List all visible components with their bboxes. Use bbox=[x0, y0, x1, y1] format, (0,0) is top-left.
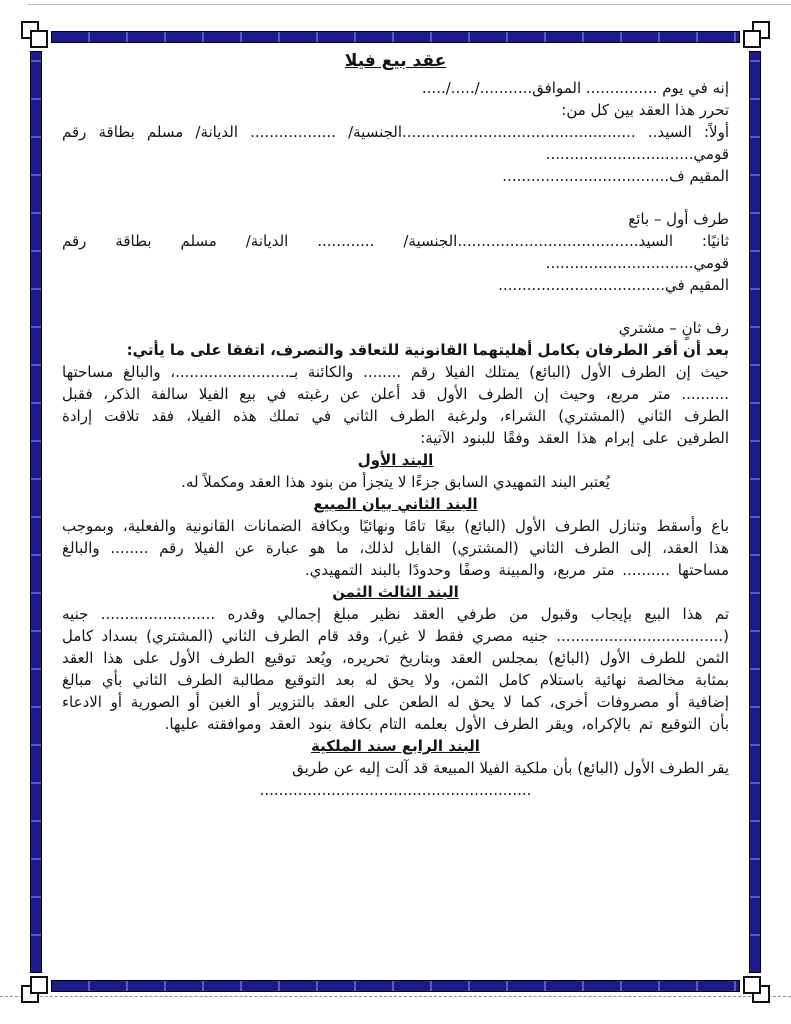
clause-4-body: يقر الطرف الأول (البائع) بأن ملكية الفيلا المبيعة قد آلت إليه عن طريق bbox=[292, 759, 729, 777]
acknowledgment-line: بعد أن أقر الطرفان بكامل أهليتهما القانونية للتعاقد والتصرف، اتفقا على ما يأتي: bbox=[126, 341, 729, 359]
corner-square-icon bbox=[30, 976, 48, 994]
page-top-edge-line bbox=[28, 4, 791, 5]
border-band-top bbox=[51, 31, 740, 43]
spacer bbox=[62, 296, 729, 317]
party2-main-line: ثانيًا: السيد......................................الجنسية/ ............ الديانة/ مسلم بطاقة رقم bbox=[62, 232, 729, 250]
clause-2-header: البند الثاني بيان المبيع bbox=[313, 495, 478, 513]
party1-role-line: طرف أول – بائع bbox=[628, 210, 729, 228]
border-corner-top-left-ornament bbox=[21, 21, 55, 55]
corner-square-icon bbox=[743, 30, 761, 48]
date-line: إنه في يوم ............... الموافق.........../...../..... bbox=[421, 79, 729, 97]
contract-body bbox=[62, 50, 729, 964]
page-bottom-edge-line bbox=[0, 996, 791, 997]
border-corner-bottom-right-ornament bbox=[736, 969, 770, 1003]
clause-3-body: تم هذا البيع بإيجاب وقبول من طرفي العقد نظير مبلغ إجمالي وقدره ........................ جنيه (................................... جنيه مصري فقط لا غير)، وقد قام الطرف الثاني (المشتري) بسداد كامل الثمن للطرف الأول (البائع) بمجلس العقد وبتاريخ تحريره، ويُعد توقيع الطرف الأول على هذا العقد بمثابة مخالصة نهائية باستلام كامل الثمن، ولا يحق له بعد التوقيع مطالبة الطرف الثاني بأي مبالغ إضافية أو مصروفات أخرى، كما لا يحق له الطعن على العقد بالتزوير أو الغبن أو الصورية أو الادعاء بأن التوقيع تم بالإكراه، ويقر الطرف الأول بعلمه التام بكافة بنود العقد وموافقته عليها. bbox=[62, 605, 729, 733]
border-band-right bbox=[749, 51, 761, 973]
party2-national-id-line: قومي............................... bbox=[545, 254, 729, 272]
border-band-bottom bbox=[51, 980, 740, 992]
border-band-left bbox=[30, 51, 42, 973]
clause-2-body: باع وأسقط وتنازل الطرف الأول (البائع) بيعًا تامًا ونهائيًا وبكافة الضمانات القانونية والفعلية، وبموجب هذا العقد، إلى الطرف الثاني (المشتري) القابل لذلك، ما هو عبارة عن الفيلا رقم ........ والبالغ مساحتها .......... متر مربع، والمبينة وصفًا وحدودًا بالبند التمهيدي. bbox=[62, 517, 729, 579]
corner-square-icon bbox=[30, 30, 48, 48]
party2-role-line: رف ثانٍ – مشتري bbox=[618, 319, 729, 337]
party1-residence-line: المقيم ف................................... bbox=[502, 167, 729, 185]
preamble-paragraph: حيث إن الطرف الأول (البائع) يمتلك الفيلا رقم ........ والكائنة بـ........................، والبالغ مساحتها .......... متر مربع، وحيث إن الطرف الأول قد أعلن عن رغبته في بيع الفيلا سالفة الذكر، فقبل الطرف الثاني (المشتري) الشراء، ولرغبة الطرف الثاني في تملك هذه الفيلا، فقد تلاقت إرادة الطرفين على إبرام هذا العقد وفقًا للبنود الآتية: bbox=[62, 363, 729, 447]
clause-1-header: البند الأول bbox=[357, 451, 434, 469]
parties-intro-line: تحرر هذا العقد بين كل من: bbox=[561, 101, 729, 119]
clause-1-body: يُعتبر البند التمهيدي السابق جزءًا لا يتجزأ من بنود هذا العقد ومكملاً له. bbox=[181, 473, 610, 491]
contract-title: عقد بيع فيلا bbox=[344, 51, 447, 71]
border-corner-top-right-ornament bbox=[736, 21, 770, 55]
party2-residence-line: المقيم في................................... bbox=[498, 276, 729, 294]
clause-4-dotted-line: ......................................................... bbox=[259, 781, 532, 799]
clause-3-header: البند الثالث الثمن bbox=[332, 583, 459, 601]
border-corner-bottom-left-ornament bbox=[21, 969, 55, 1003]
party1-main-line: أولاً: السيد.. .................................................الجنسية/ .................. الديانة/ مسلم بطاقة رقم bbox=[62, 123, 729, 141]
corner-square-icon bbox=[743, 976, 761, 994]
spacer bbox=[62, 187, 729, 208]
clause-4-header: البند الرابع سند الملكية bbox=[311, 737, 480, 755]
party1-national-id-line: قومي............................... bbox=[545, 145, 729, 163]
